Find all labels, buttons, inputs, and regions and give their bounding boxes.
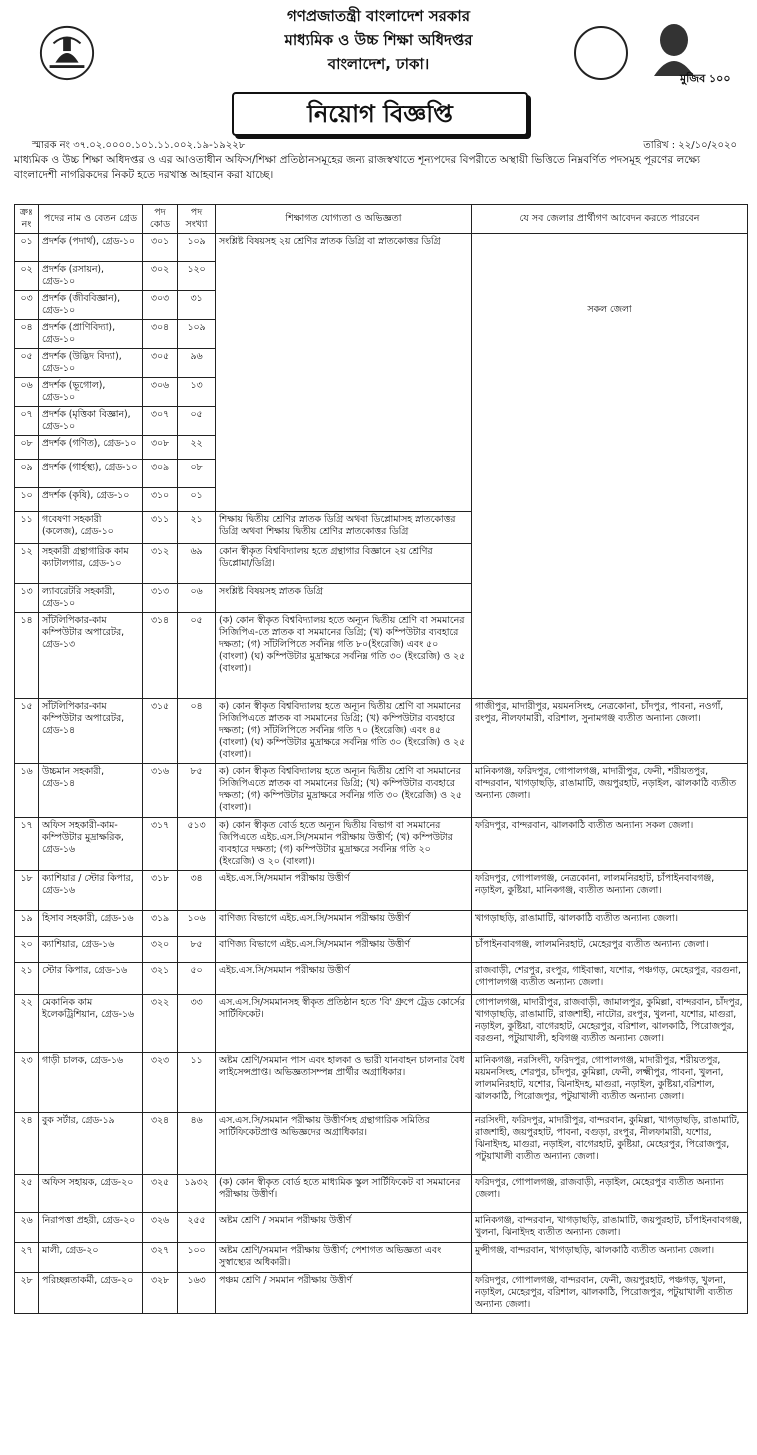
col-post-name: পদের নাম ও বেতন গ্রেড (39, 205, 143, 234)
post-code-cell: ৩১১ (143, 512, 178, 544)
post-code-cell: ৩২৮ (143, 1273, 178, 1314)
districts-cell: ফরিদপুর, গোপালগঞ্জ, রাজবাড়ী, নড়াইল, মেহেরপুর ব্যতীত অন্যান্য জেলা। (472, 1175, 748, 1213)
serial-cell: ১৩ (15, 584, 39, 613)
post-count-cell: ৩৩ (178, 995, 216, 1053)
post-code-cell: ৩২৩ (143, 1053, 178, 1113)
post-name-cell: পরিচ্ছন্নতাকর্মী, গ্রেড-২০ (39, 1273, 143, 1314)
post-name-cell: সাঁটলিপিকার-কাম কম্পিউটার অপারেটর, গ্রেড-১৩ (39, 613, 143, 699)
districts-cell: ফরিদপুর, বান্দরবান, ঝালকাঠি ব্যতীত অন্যান্য সকল জেলা। (472, 818, 748, 871)
post-name-cell: প্রদর্শক (প্রাণিবিদ্যা), গ্রেড-১০ (39, 320, 143, 349)
qualification-cell: বাণিজ্য বিভাগে এইচ.এস.সি/সমমান পরীক্ষায় উত্তীর্ণ (216, 937, 472, 963)
post-code-cell: ৩১০ (143, 488, 178, 512)
mujib-100-text: মুজিব ১০০ (680, 72, 731, 85)
vacancy-table (14, 204, 748, 1314)
districts-cell: ফরিদপুর, গোপালগঞ্জ, নেত্রকোনা, লালমনিরহাট, চাঁপাইনবাবগঞ্জ, নড়াইল, কুষ্টিয়া, মানিকগঞ্জ, ব্যতীত অন্যান্য জেলা। (472, 871, 748, 911)
districts-cell: খাগড়াছড়ি, রাঙামাটি, ঝালকাঠি ব্যতীত অন্যান্য জেলা। (472, 911, 748, 937)
post-code-cell: ৩১৮ (143, 871, 178, 911)
districts-cell: চাঁপাইনবাবগঞ্জ, লালমনিরহাট, মেহেরপুর ব্যতীত অন্যান্য জেলা। (472, 937, 748, 963)
serial-cell: ২৪ (15, 1113, 39, 1175)
post-name-cell: ক্যাশিয়ার / স্টোর কিপার, গ্রেড-১৬ (39, 871, 143, 911)
col-post-code: পদ কোড (143, 205, 178, 234)
serial-cell: ০৫ (15, 349, 39, 378)
post-name-cell: প্রদর্শক (উদ্ভিদ বিদ্যা), গ্রেড-১০ (39, 349, 143, 378)
post-count-cell: ১২০ (178, 262, 216, 291)
post-name-cell: উচ্চমান সহকারী, গ্রেড-১৪ (39, 764, 143, 818)
post-code-cell: ৩১৯ (143, 911, 178, 937)
serial-cell: ২৬ (15, 1213, 39, 1243)
table-row (15, 234, 748, 262)
col-districts: যে সব জেলার প্রার্থীগণ আবেদন করতে পারবেন (472, 205, 748, 234)
post-name-cell: অফিস সহায়ক, গ্রেড-২০ (39, 1175, 143, 1213)
post-code-cell: ৩২৭ (143, 1243, 178, 1273)
qualification-cell: ক) কোন স্বীকৃত বোর্ড হতে অন্যূন দ্বিতীয় বিভাগ বা সমমানের জিপিএতে এইচ.এস.সি/সমমান পরীক্ষায় উত্তীর্ণ; (খ) কম্পিউটার ব্যবহারে দক্ষতা; (গ) কম্পিউটার মুদ্রাক্ষরে সর্বনিম্ন গতি ২০ (ইংরেজি) ও ২০ (বাংলা)। (216, 818, 472, 871)
post-count-cell: ৫১৩ (178, 818, 216, 871)
post-name-cell: স্টোর কিপার, গ্রেড-১৬ (39, 963, 143, 995)
post-count-cell: ১১ (178, 1053, 216, 1113)
memo-number: স্মারক নং ৩৭.০২.০০০০.১০১.১১.০০২.১৯-১৯২২৮ (32, 140, 246, 151)
post-name-cell: প্রদর্শক (গণিত), গ্রেড-১০ (39, 436, 143, 460)
qualification-cell: এস.এস.সি/সমমান পরীক্ষায় উত্তীর্ণসহ গ্রন্থাগারিক সমিতির সার্টিফিকেটপ্রাপ্ত অভিজ্ঞদের অগ্রাধিকার। (216, 1113, 472, 1175)
post-count-cell: ১৩ (178, 378, 216, 407)
qualification-cell: অষ্টম শ্রেণি / সমমান পরীক্ষায় উত্তীর্ণ (216, 1213, 472, 1243)
post-count-cell: ০৪ (178, 699, 216, 764)
serial-cell: ১৯ (15, 911, 39, 937)
post-code-cell: ৩০৯ (143, 460, 178, 488)
table-row (15, 1213, 748, 1243)
serial-cell: ০৪ (15, 320, 39, 349)
post-count-cell: ১৬৩ (178, 1273, 216, 1314)
serial-cell: ০৬ (15, 378, 39, 407)
qualification-cell: ক) কোন স্বীকৃত বিশ্ববিদ্যালয় হতে অন্যূন দ্বিতীয় শ্রেণি বা সমমানের সিজিপিএতে স্নাতক বা সমমানের ডিগ্রি; (খ) কম্পিউটার ব্যবহারে দক্ষতা; (গ) সাঁটলিপিতে সর্বনিম্ন গতি ৭০ (ইংরেজি) এবং ৪৫ (বাংলা) (ঘ) কম্পিউটার মুদ্রাক্ষরে সর্বনিম্ন গতি ৩০ (ইংরেজি) ও ২৫ (বাংলা)। (216, 699, 472, 764)
serial-cell: ২৫ (15, 1175, 39, 1213)
post-code-cell: ৩১৪ (143, 613, 178, 699)
qualification-cell: (ক) কোন স্বীকৃত বিশ্ববিদ্যালয় হতে অন্যূন দ্বিতীয় শ্রেণি বা সমমানের সিজিপিএ-তে স্নাতক বা সমমানের ডিগ্রি; (খ) কম্পিউটার ব্যবহারে দক্ষতা; (গ) সাঁটলিপিতে সর্বনিম্ন গতি ৮০(ইংরেজি) এবং ৫০ (বাংলা) (ঘ) কম্পিউটার মুদ্রাক্ষরে সর্বনিম্ন গতি ৩০ (ইংরেজি) ও ২৫ (বাংলা)। (216, 613, 472, 699)
post-count-cell: ২১ (178, 512, 216, 544)
post-count-cell: ৯৬ (178, 349, 216, 378)
districts-cell: ফরিদপুর, গোপালগঞ্জ, বান্দরবান, ফেনী, জয়পুরহাট, পঞ্চগড়, খুলনা, নড়াইল, মেহেরপুর, বরিশাল, ঝালকাঠি, পিরোজপুর, পটুয়াখালী ব্যতীত অন্যান্য জেলা। (472, 1273, 748, 1314)
table-body (15, 234, 748, 1314)
qualification-cell: পঞ্চম শ্রেণি / সমমান পরীক্ষায় উত্তীর্ণ (216, 1273, 472, 1314)
notice-date: তারিখ : ২২/১০/২০২০ (643, 140, 737, 151)
table-row (15, 1113, 748, 1175)
qualification-cell: অষ্টম শ্রেণি/সমমান পাস এবং হালকা ও ভারী যানবাহন চালনার বৈধ লাইসেন্সপ্রাপ্ত। অভিজ্ঞতাসম্পন্ন প্রার্থীর অগ্রাধিকার। (216, 1053, 472, 1113)
serial-cell: ১৪ (15, 613, 39, 699)
districts-cell: নরসিংদী, ফরিদপুর, মাদারীপুর, বান্দরবান, কুমিল্লা, খাগড়াছড়ি, রাঙামাটি, রাজশাহী, জয়পুরহাট, পাবনা, বগুড়া, রংপুর, নীলফামারী, যশোর, ঝিনাইদহ, মাগুরা, নড়াইল, বাগেরহাট, কুষ্টিয়া, মেহেরপুর, পিরোজপুর, পটুয়াখালী ব্যতীত অন্যান্য জেলা। (472, 1113, 748, 1175)
post-code-cell: ৩২৪ (143, 1113, 178, 1175)
districts-cell: রাজবাড়ী, শেরপুর, রংপুর, গাইবান্ধা, যশোর, পঞ্চগড়, মেহেরপুর, বরগুনা, গোপালগঞ্জ ব্যতীত অন্যান্য জেলা। (472, 963, 748, 995)
serial-cell: ০১ (15, 234, 39, 262)
districts-cell: গাজীপুর, মাদারীপুর, ময়মনসিংহ, নেত্রকোনা, চাঁদপুর, পাবনা, নওগাঁ, রংপুর, নীলফামারী, বরিশাল, সুনামগঞ্জ ব্যতীত অন্যান্য জেলা। (472, 699, 748, 764)
post-name-cell: প্রদর্শক (পদার্থ), গ্রেড-১০ (39, 234, 143, 262)
post-name-cell: প্রদর্শক (গার্হস্থ্য), গ্রেড-১০ (39, 460, 143, 488)
intro-paragraph: মাধ্যমিক ও উচ্চ শিক্ষা অধিদপ্তর ও এর আওতাধীন অফিস/শিক্ষা প্রতিষ্ঠানসমূহের জন্য রাজস্বখাতে শূন্যপদের বিপরীতে অস্থায়ী ভিত্তিতে নিম্নবর্ণিত পদসমূহ পূরণের লক্ষ্যে বাংলাদেশী নাগরিকদের নিকট হতে দরখাস্ত আহবান করা যাচ্ছে। (14, 154, 701, 181)
serial-cell: ১৬ (15, 764, 39, 818)
post-code-cell: ৩২১ (143, 963, 178, 995)
qualification-cell: (ক) কোন স্বীকৃত বোর্ড হতে মাধ্যমিক স্কুল সার্টিফিকেট বা সমমানের পরীক্ষায় উত্তীর্ণ। (216, 1175, 472, 1213)
table-row (15, 818, 748, 871)
post-code-cell: ৩০৬ (143, 378, 178, 407)
post-name-cell: সহকারী গ্রন্থাগারিক কাম ক্যাটালগার, গ্রেড-১০ (39, 544, 143, 584)
post-count-cell: ১৯৩২ (178, 1175, 216, 1213)
post-name-cell: প্রদর্শক (ভূগোল), গ্রেড-১০ (39, 378, 143, 407)
post-count-cell: ২৫৫ (178, 1213, 216, 1243)
serial-cell: ০৯ (15, 460, 39, 488)
post-code-cell: ৩১৩ (143, 584, 178, 613)
districts-cell: মুন্সীগঞ্জ, বান্দরবান, খাগড়াছড়ি, ঝালকাঠি ব্যতীত অন্যান্য জেলা। (472, 1243, 748, 1273)
post-count-cell: ০৫ (178, 407, 216, 436)
notice-header (0, 0, 757, 150)
table-header-row (15, 205, 748, 234)
districts-cell: গোপালগঞ্জ, মাদারীপুর, রাজবাড়ী, জামালপুর, কুমিল্লা, বান্দরবান, চাঁদপুর, খাগড়াছড়ি, রাঙামাটি, রাজশাহী, নাটোর, রংপুর, খুলনা, যশোর, মাগুরা, নড়াইল, কুষ্টিয়া, বাগেরহাট, মেহেরপুর, বরিশাল, ঝালকাঠি, পিরোজপুর, বরগুনা, পটুয়াখালী, হবিগঞ্জ ব্যতীত অন্যান্য জেলা। (472, 995, 748, 1053)
serial-cell: ০৮ (15, 436, 39, 460)
post-name-cell: ল্যাবরেটরি সহকারী, গ্রেড-১০ (39, 584, 143, 613)
districts-cell: মানিকগঞ্জ, ফরিদপুর, গোপালগঞ্জ, মাদারীপুর, ফেনী, শরীয়তপুর, বান্দরবান, খাগড়াছড়ি, রাঙামাটি, জয়পুরহাট, নড়াইল, ঝালকাঠি ব্যতীত অন্যান্য জেলা। (472, 764, 748, 818)
serial-cell: ০৭ (15, 407, 39, 436)
post-code-cell: ৩০৮ (143, 436, 178, 460)
serial-cell: ০২ (15, 262, 39, 291)
post-code-cell: ৩০২ (143, 262, 178, 291)
col-serial: ক্রঃ নং (15, 205, 39, 234)
qualification-cell: কোন স্বীকৃত বিশ্ববিদ্যালয় হতে গ্রন্থাগার বিজ্ঞানে ২য় শ্রেণির ডিপ্লোমা/ডিগ্রি। (216, 544, 472, 584)
post-code-cell: ৩০১ (143, 234, 178, 262)
serial-cell: ২০ (15, 937, 39, 963)
serial-cell: ১৮ (15, 871, 39, 911)
post-count-cell: ৮৫ (178, 937, 216, 963)
districts-cell: মানিকগঞ্জ, বান্দরবান, খাগড়াছড়ি, রাঙামাটি, জয়পুরহাট, চাঁপাইনবাবগঞ্জ, খুলনা, ঝিনাইদহ ব্যতীত অন্যান্য জেলা। (472, 1213, 748, 1243)
location-title: বাংলাদেশ, ঢাকা। (327, 55, 430, 73)
post-name-cell: প্রদর্শক (রসায়ন), গ্রেড-১০ (39, 262, 143, 291)
post-name-cell: মেকানিক কাম ইলেকট্রিশিয়ান, গ্রেড-১৬ (39, 995, 143, 1053)
post-count-cell: ৪৬ (178, 1113, 216, 1175)
post-code-cell: ৩০৩ (143, 291, 178, 320)
post-code-cell: ৩১২ (143, 544, 178, 584)
post-name-cell: প্রদর্শক (জীববিজ্ঞান), গ্রেড-১০ (39, 291, 143, 320)
table-row (15, 963, 748, 995)
post-name-cell: মালী, গ্রেড-২০ (39, 1243, 143, 1273)
post-count-cell: ১০৬ (178, 911, 216, 937)
post-count-cell: ৮৫ (178, 764, 216, 818)
post-count-cell: ০৫ (178, 613, 216, 699)
serial-cell: ০৩ (15, 291, 39, 320)
table-row (15, 937, 748, 963)
post-count-cell: ০৮ (178, 460, 216, 488)
qualification-cell: এস.এস.সি/সমমানসহ স্বীকৃত প্রতিষ্ঠান হতে 'বি' গ্রুপে ট্রেড কোর্সের সার্টিফিকেট। (216, 995, 472, 1053)
post-code-cell: ৩০৭ (143, 407, 178, 436)
serial-cell: ১৫ (15, 699, 39, 764)
post-name-cell: প্রদর্শক (কৃষি), গ্রেড-১০ (39, 488, 143, 512)
post-count-cell: ১০০ (178, 1243, 216, 1273)
post-name-cell: গবেষণা সহকারী (কলেজ), গ্রেড-১০ (39, 512, 143, 544)
table-row (15, 1243, 748, 1273)
post-code-cell: ৩২০ (143, 937, 178, 963)
post-count-cell: ১০৯ (178, 234, 216, 262)
post-code-cell: ৩২৬ (143, 1213, 178, 1243)
serial-cell: ২৮ (15, 1273, 39, 1314)
table-row (15, 1053, 748, 1113)
post-count-cell: ৩৪ (178, 871, 216, 911)
qualification-cell: সংশ্লিষ্ট বিষয়সহ স্নাতক ডিগ্রি (216, 584, 472, 613)
post-count-cell: ৬৯ (178, 544, 216, 584)
table-row (15, 995, 748, 1053)
post-code-cell: ৩১৬ (143, 764, 178, 818)
post-name-cell: নিরাপত্তা প্রহরী, গ্রেড-২০ (39, 1213, 143, 1243)
government-title: গণপ্রজাতন্ত্রী বাংলাদেশ সরকার (287, 7, 470, 25)
table-row (15, 911, 748, 937)
table-row (15, 1175, 748, 1213)
notice-title: নিয়োগ বিজ্ঞপ্তি (232, 92, 528, 136)
table-row (15, 871, 748, 911)
post-count-cell: ৩১ (178, 291, 216, 320)
post-code-cell: ৩২২ (143, 995, 178, 1053)
serial-cell: ১৭ (15, 818, 39, 871)
qualification-cell: অষ্টম শ্রেণি/সমমান পরীক্ষায় উত্তীর্ণ; পেশাগত অভিজ্ঞতা এবং সুস্বাস্থ্যের অধিকারী। (216, 1243, 472, 1273)
post-count-cell: ০১ (178, 488, 216, 512)
directorate-title: মাধ্যমিক ও উচ্চ শিক্ষা অধিদপ্তর (284, 31, 473, 49)
serial-cell: ২৭ (15, 1243, 39, 1273)
post-name-cell: সাঁটলিপিকার-কাম কম্পিউটার অপারেটর, গ্রেড-১৪ (39, 699, 143, 764)
post-name-cell: হিসাব সহকারী, গ্রেড-১৬ (39, 911, 143, 937)
post-name-cell: অফিস সহকারী-কাম-কম্পিউটার মুদ্রাক্ষরিক, গ্রেড-১৬ (39, 818, 143, 871)
districts-cell: মানিকগঞ্জ, নরসিংদী, ফরিদপুর, গোপালগঞ্জ, মাদারীপুর, শরীয়তপুর, ময়মনসিংহ, শেরপুর, চাঁদপুর, কুমিল্লা, ফেনী, লক্ষ্মীপুর, পাবনা, খুলনা, লালমনিরহাট, যশোর, ঝিনাইদহ, মাগুরা, নড়াইল, কুষ্টিয়া,বরিশাল, ঝালকাঠি, পিরোজপুর, পটুয়াখালী ব্যতীত অন্যান্য জেলা। (472, 1053, 748, 1113)
post-name-cell: গাড়ী চালক, গ্রেড-১৬ (39, 1053, 143, 1113)
districts-cell: সকল জেলা (472, 234, 748, 699)
post-count-cell: ০৬ (178, 584, 216, 613)
post-code-cell: ৩১৭ (143, 818, 178, 871)
post-count-cell: ৫০ (178, 963, 216, 995)
serial-cell: ২৩ (15, 1053, 39, 1113)
post-name-cell: বুক সর্টার, গ্রেড-১৯ (39, 1113, 143, 1175)
post-code-cell: ৩০৪ (143, 320, 178, 349)
post-code-cell: ৩০৫ (143, 349, 178, 378)
table-row (15, 699, 748, 764)
qualification-cell: ক) কোন স্বীকৃত বিশ্ববিদ্যালয় হতে অন্যূন দ্বিতীয় শ্রেণি বা সমমানের সিজিপিএতে স্নাতক বা সমমানের ডিগ্রি; (খ) কম্পিউটার ব্যবহারে দক্ষতা; (গ) কম্পিউটার মুদ্রাক্ষরে সর্বনিম্ন গতি ৩০ (ইংরেজি) ও ২৫ (বাংলা)। (216, 764, 472, 818)
serial-cell: ১০ (15, 488, 39, 512)
qualification-cell: এইচ.এস.সি/সমমান পরীক্ষায় উত্তীর্ণ (216, 871, 472, 911)
table-row (15, 1273, 748, 1314)
table-row (15, 764, 748, 818)
post-count-cell: ১০৯ (178, 320, 216, 349)
serial-cell: ২২ (15, 995, 39, 1053)
post-code-cell: ৩১৫ (143, 699, 178, 764)
post-name-cell: প্রদর্শক (মৃত্তিকা বিজ্ঞান), গ্রেড-১০ (39, 407, 143, 436)
qualification-cell: শিক্ষায় দ্বিতীয় শ্রেণির স্নাতক ডিগ্রি অথবা ডিপ্লোমাসহ স্নাতকোত্তর ডিগ্রি অথবা শিক্ষায় দ্বিতীয় শ্রেণির স্নাতকোত্তর ডিগ্রি (216, 512, 472, 544)
serial-cell: ১১ (15, 512, 39, 544)
post-code-cell: ৩২৫ (143, 1175, 178, 1213)
serial-cell: ১২ (15, 544, 39, 584)
qualification-cell: এইচ.এস.সি/সমমান পরীক্ষায় উত্তীর্ণ (216, 963, 472, 995)
qualification-cell: সংশ্লিষ্ট বিষয়সহ ২য় শ্রেণির স্নাতক ডিগ্রি বা স্নাতকোত্তর ডিগ্রি (216, 234, 472, 512)
qualification-cell: বাণিজ্য বিভাগে এইচ.এস.সি/সমমান পরীক্ষায় উত্তীর্ণ (216, 911, 472, 937)
serial-cell: ২১ (15, 963, 39, 995)
post-count-cell: ২২ (178, 436, 216, 460)
post-name-cell: ক্যাশিয়ার, গ্রেড-১৬ (39, 937, 143, 963)
col-post-count: পদ সংখ্যা (178, 205, 216, 234)
col-qualification: শিক্ষাগত যোগ্যতা ও অভিজ্ঞতা (216, 205, 472, 234)
